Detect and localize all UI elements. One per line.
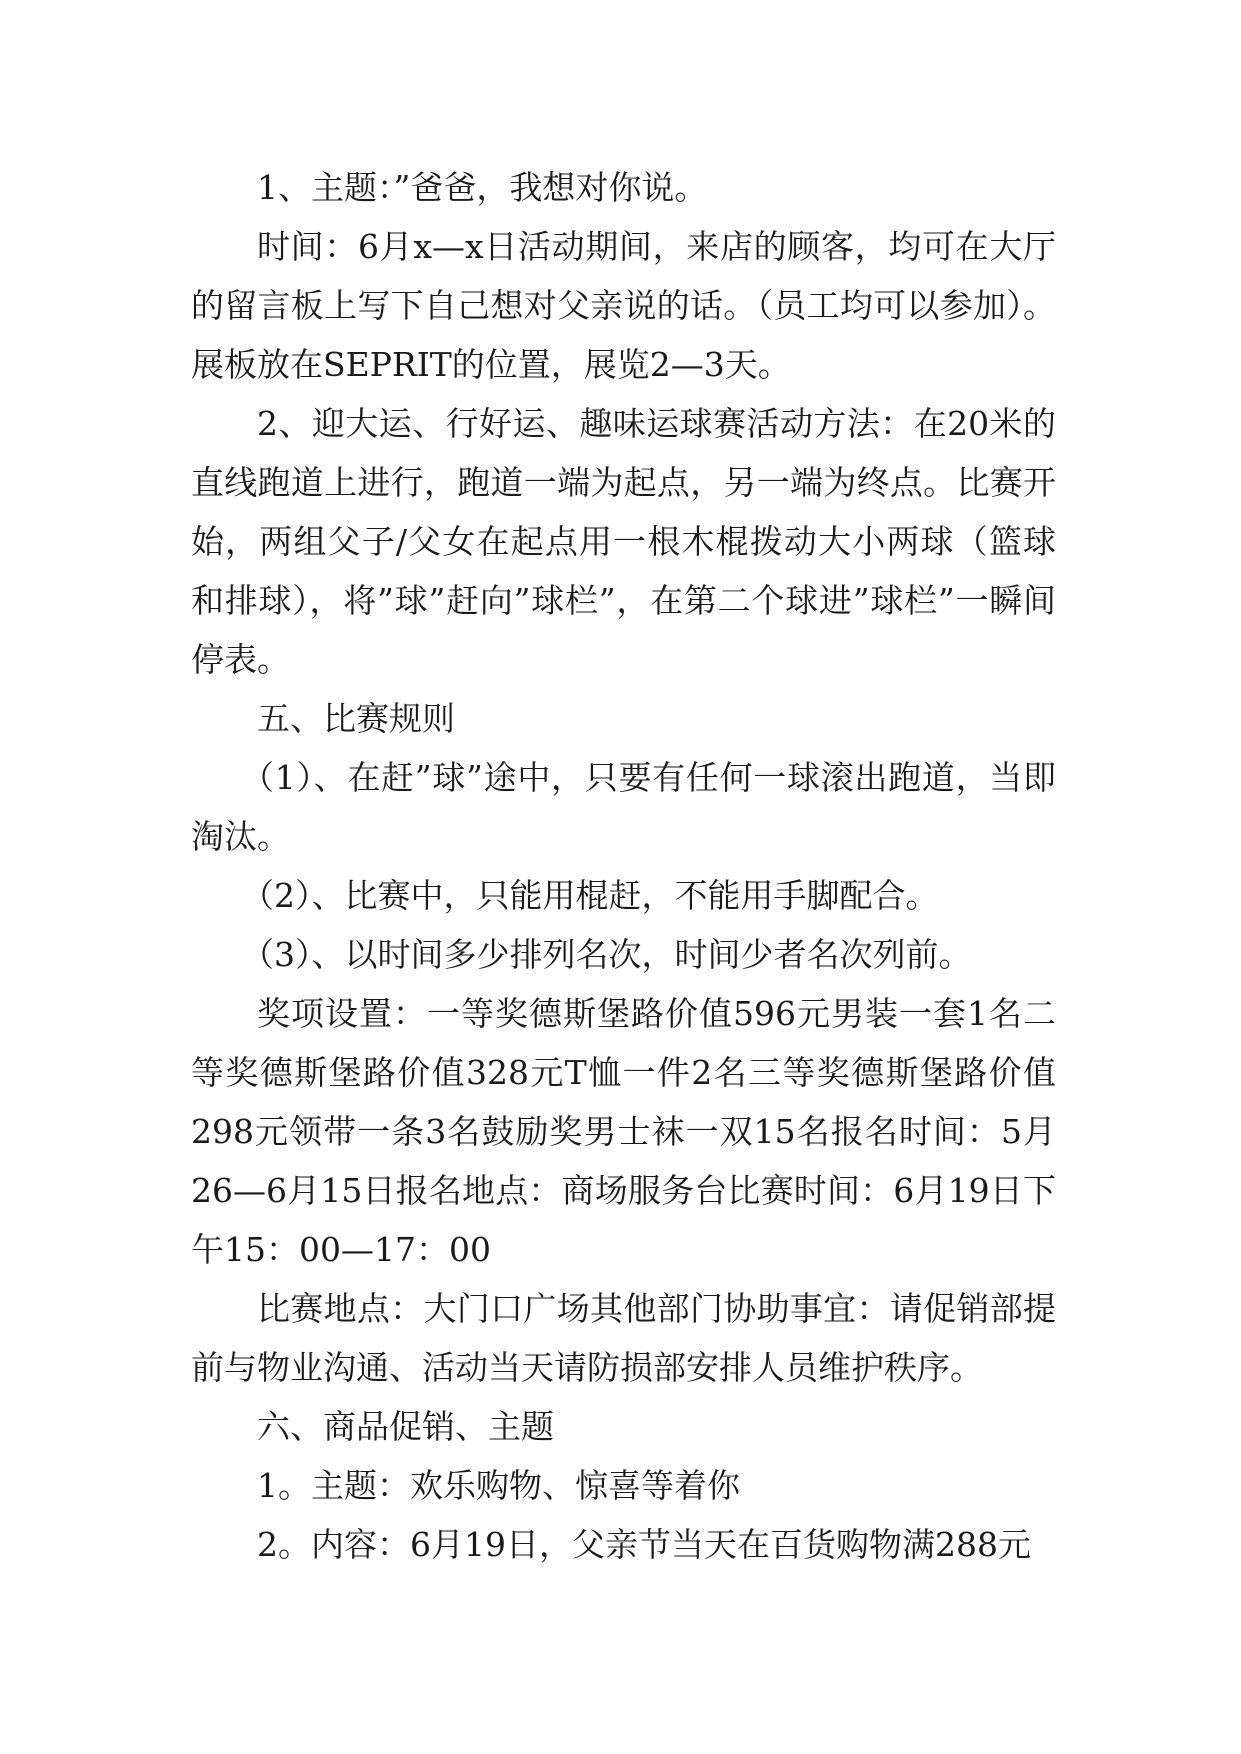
- paragraph-promo-content: 2。内容：6月19日，父亲节当天在百货购物满288元: [257, 1525, 1031, 1564]
- paragraph-theme: 1、主题：”爸爸，我想对你说。: [257, 168, 708, 207]
- paragraph-time: 时间：6月x—x日活动期间，来店的顾客，均可在大厅的留言板上写下自己想对父亲说的话。（员工均可以参加）。展板放在SEPRIT的位置，展览2—3天。: [191, 227, 1056, 384]
- rule-2: （2）、比赛中，只能用棍赶，不能用手脚配合。: [241, 876, 939, 915]
- section-heading-rules: 五、比赛规则: [257, 699, 455, 738]
- rule-1: （1）、在赶”球”途中，只要有任何一球滚出跑道，当即淘汰。: [191, 758, 1056, 856]
- document-body: [191, 158, 1056, 1574]
- rule-3: （3）、以时间多少排列名次，时间少者名次列前。: [241, 935, 972, 974]
- paragraph-promo-theme: 1。主题：欢乐购物、惊喜等着你: [257, 1466, 740, 1505]
- paragraph-prizes: 奖项设置：一等奖德斯堡路价值596元男装一套1名二等奖德斯堡路价值328元T恤一件2名三等奖德斯堡路价值298元领带一条3名鼓励奖男士袜一双15名报名时间：5月26—6月15日报名地点：商场服务台比赛时间：6月19日下午15：00—17：00: [191, 994, 1056, 1269]
- section-heading-promotion: 六、商品促销、主题: [257, 1407, 554, 1446]
- paragraph-location: 比赛地点：大门口广场其他部门协助事宜：请促销部提前与物业沟通、活动当天请防损部安排人员维护秩序。: [191, 1289, 1056, 1387]
- paragraph-ball-game: 2、迎大运、行好运、趣味运球赛活动方法：在20米的直线跑道上进行，跑道一端为起点，另一端为终点。比赛开始，两组父子/父女在起点用一根木棍拨动大小两球（篮球和排球），将”球”赶向”球栏”，在第二个球进”球栏”一瞬间停表。: [191, 404, 1056, 679]
